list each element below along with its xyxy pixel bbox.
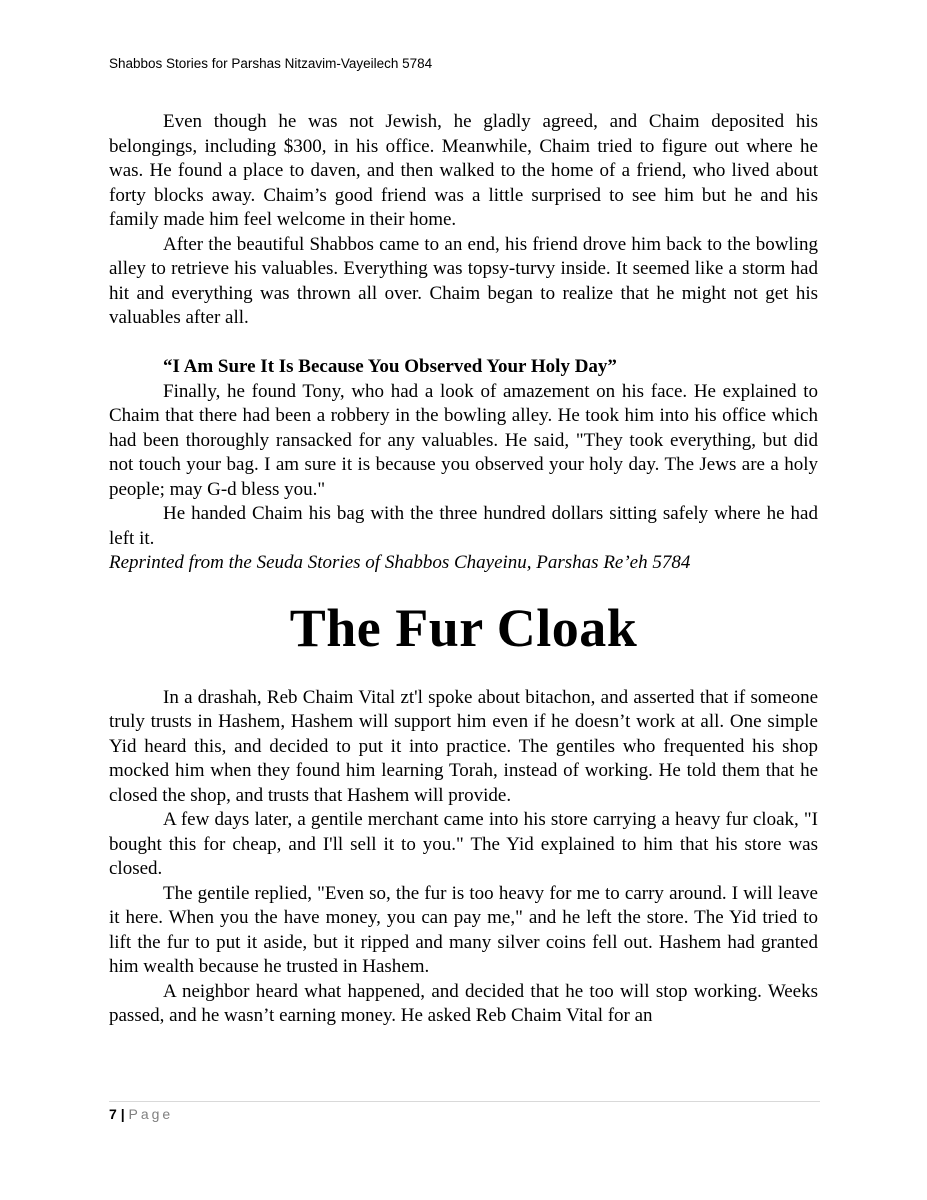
story2-paragraph: A neighbor heard what happened, and decided that he too will stop working. Weeks passed, and he wasn’t earning money. He asked Reb Chaim Vital for an [109,980,818,1026]
running-header: Shabbos Stories for Parshas Nitzavim-Vayeilech 5784 [109,56,433,71]
footer-divider [109,1101,820,1102]
page-footer [109,1106,173,1122]
story2-paragraph: In a drashah, Reb Chaim Vital zt'l spoke about bitachon, and asserted that if someone truly trusts in Hashem, Hashem will support him even if he doesn’t work at all. One simple Yid heard this, and decided to put it into practice. The gentiles who frequented his shop mocked him when they found him learning Torah, instead of working. He told them that he closed the shop, and trusts that Hashem will provide. [109,686,818,806]
story2-title: The Fur Cloak [289,597,638,658]
story1-paragraph: Finally, he found Tony, who had a look of amazement on his face. He explained to Chaim that there had been a robbery in the bowling alley. He took him into his office which had been thoroughly ransacked for any valuables. He said, "They took everything, but did not touch your bag. I am sure it is because you observed your holy day. The Jews are a holy people; may G-d bless you." [109,380,818,500]
page-number: 7 [109,1106,117,1122]
story1-paragraph: After the beautiful Shabbos came to an end, his friend drove him back to the bowling alley to retrieve his valuables. Everything was topsy-turvy inside. It seemed like a storm had hit and everything was thrown all over. Chaim began to realize that he might not get his valuables after all. [109,233,818,328]
footer-separator: | [120,1106,125,1122]
story2-paragraph: The gentile replied, "Even so, the fur is too heavy for me to carry around. I will leave it here. When you the have money, you can pay me," and he left the store. The Yid tried to lift the fur to put it aside, but it ripped and many silver coins fell out. Hashem had granted him wealth because he trusted in Hashem. [109,882,818,977]
page-label: Page [128,1106,174,1122]
story1-paragraph: He handed Chaim his bag with the three hundred dollars sitting safely where he had left it. [109,503,818,549]
story1-credit: Reprinted from the Seuda Stories of Shabbos Chayeinu, Parshas Re’eh 5784 [109,552,691,573]
page-body [109,110,818,1029]
story2-paragraph: A few days later, a gentile merchant came into his store carrying a heavy fur cloak, "I bought this for cheap, and I'll sell it to you." The Yid explained to him that his store was closed. [109,809,818,879]
story1-subheading: “I Am Sure It Is Because You Observed Your Holy Day” [163,356,617,377]
story1-paragraph: Even though he was not Jewish, he gladly agreed, and Chaim deposited his belongings, including $300, in his office. Meanwhile, Chaim tried to figure out where he was. He found a place to daven, and then walked to the home of a friend, who lived about forty blocks away. Chaim’s good friend was a little surprised to see him but he and his family made him feel welcome in their home. [109,111,818,230]
spacer [109,331,818,356]
